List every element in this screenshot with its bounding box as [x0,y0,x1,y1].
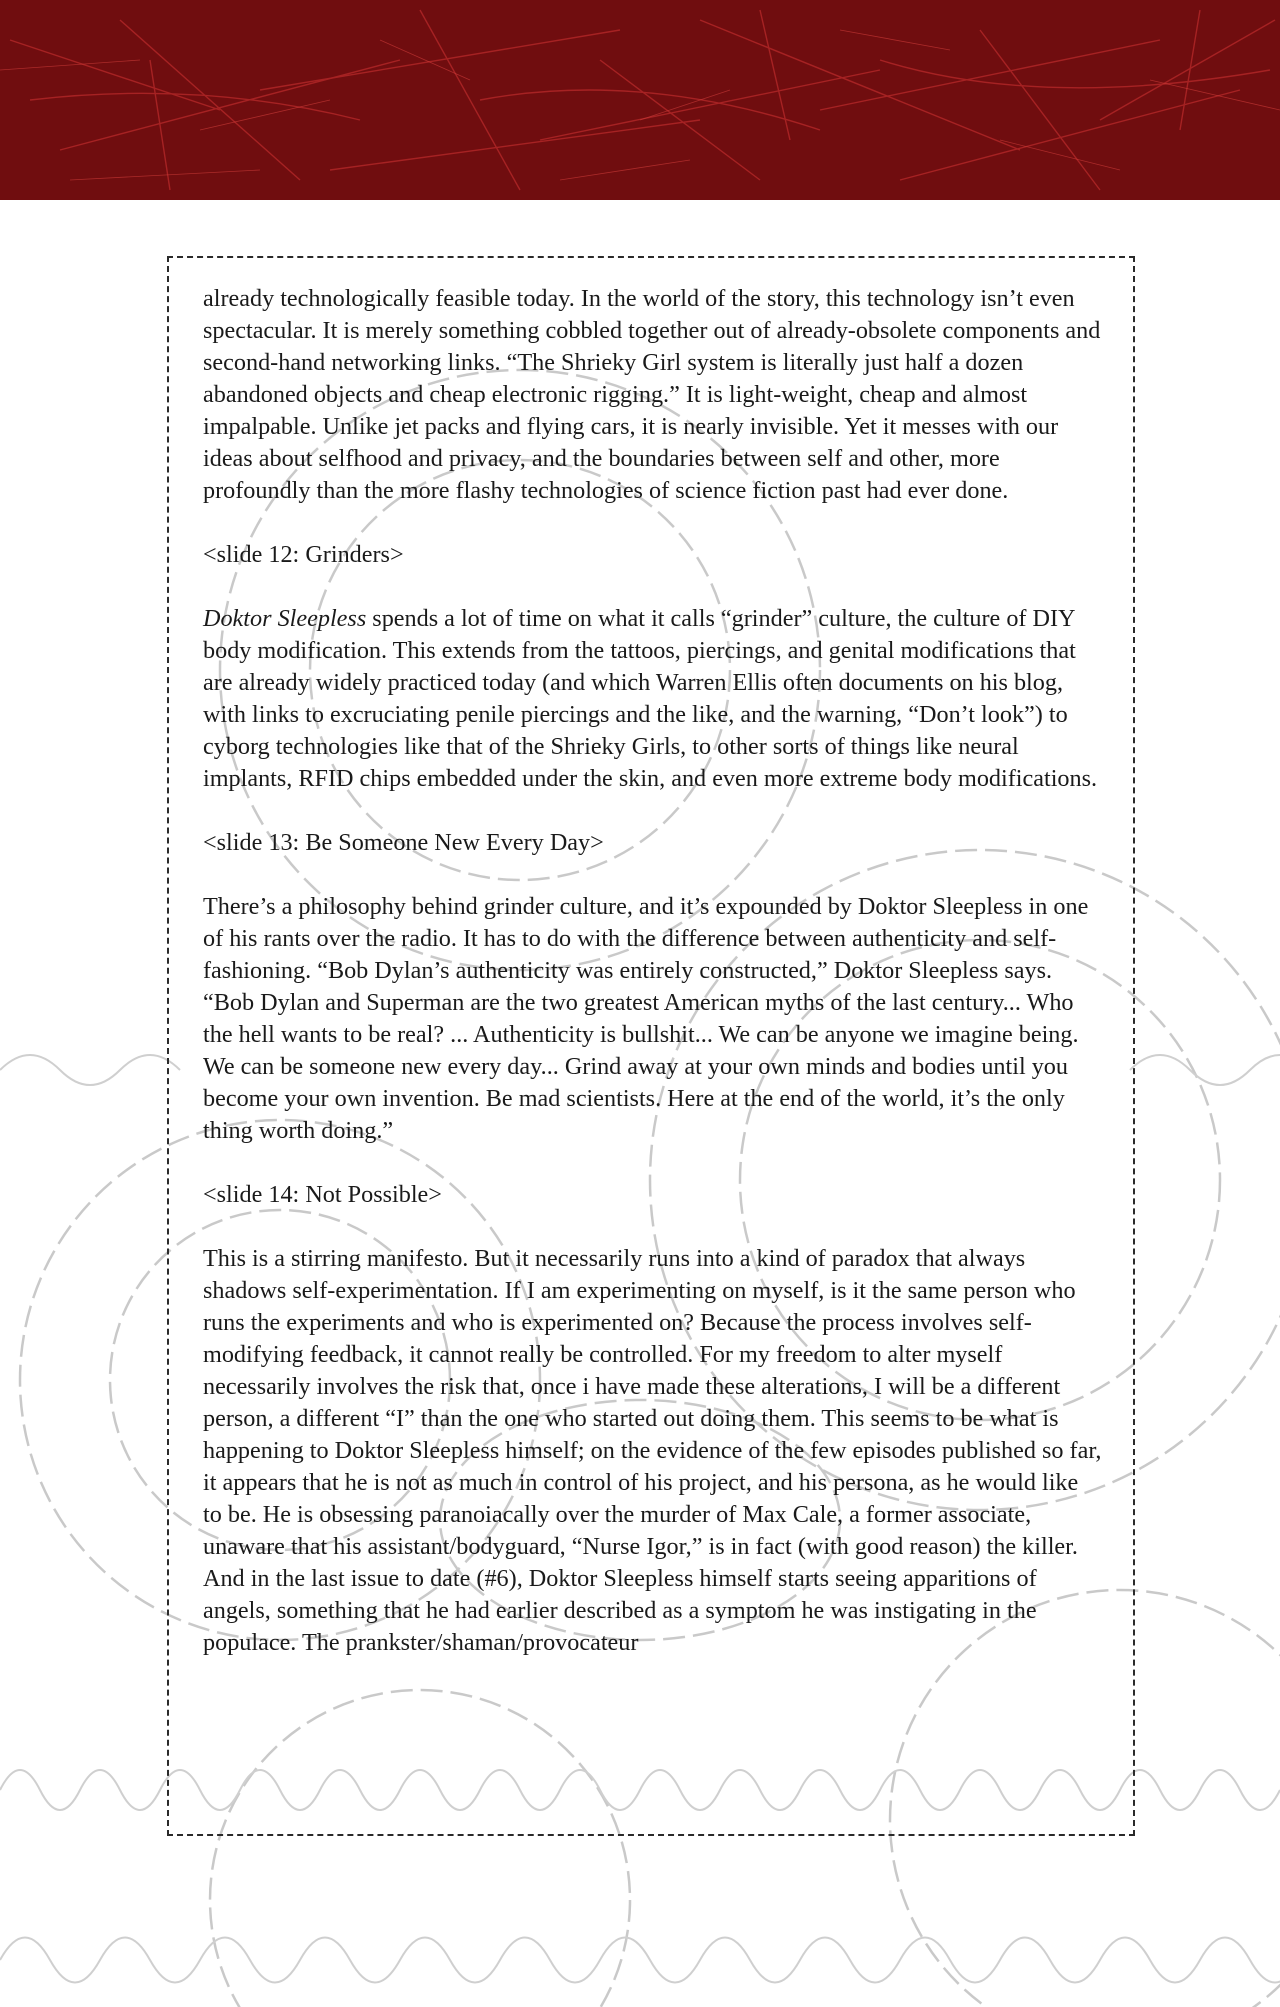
paragraph-philosophy: There’s a philosophy behind grinder culture, and it’s expounded by Doktor Sleepless in one of his rants over the radio. It has to do with the difference between authenticity and self-fashioning. “Bob Dylan’s authenticity was entirely constructed,” Doktor Sleepless says. “Bob Dylan and Superman are the two greatest American myths of the last century... Who the hell wants to be real? ... Authenticity is bullshit... We can be anyone we imagine being. We can be someone new every day... Grind away at your own minds and bodies until you become your own invention. Be mad scientists. Here at the end of the world, it’s the only thing worth doing.” [203,893,1089,1144]
paragraph-grinders [203,603,1103,795]
paragraph-paradox: This is a stirring manifesto. But it necessarily runs into a kind of paradox that always shadows self-experimentation. If I am experimenting on myself, is it the same person who runs the experiments and who is experimented on? Because the process involves self-modifying feedback, it cannot really be controlled. For my freedom to alter myself necessarily involves the risk that, once i have made these alterations, I will be a different person, a different “I” than the one who started out doing them. This seems to be what is happening to Doktor Sleepless himself; on the evidence of the few episodes published so far, it appears that he is not as much in control of his project, and his persona, as he would like to be. He is obsessing paranoiacally over the murder of Max Cale, a former associate, unaware that his assistant/bodyguard, “Nurse Igor,” is in fact (with good reason) the killer. And in the last issue to date (#6), Doktor Sleepless himself starts seeing apparitions of angels, something that he had earlier described as a symptom he was instigating in the populace. The prankster/shaman/provocateur [203,1245,1102,1656]
book-title: Doktor Sleepless [203,605,367,632]
paragraph-intro: already technologically feasible today. In the world of the story, this technology isn’t even spectacular. It is merely something cobbled together out of already-obsolete components and second-hand networking links. “The Shrieky Girl system is literally just half a dozen abandoned objects and cheap electronic rigging.” It is light-weight, cheap and almost impalpable. Unlike jet packs and flying cars, it is nearly invisible. Yet it messes with our ideas about selfhood and privacy, and the boundaries between self and other, more profoundly than the more flashy technologies of science fiction past had ever done. [203,285,1101,504]
slide-13-heading: <slide 13: Be Someone New Every Day> [203,829,604,856]
scratch-texture [0,0,1280,200]
slide-12-heading: <slide 12: Grinders> [203,541,404,568]
paragraph-grinders-text: spends a lot of time on what it calls “grinder” culture, the culture of DIY body modification. This extends from the tattoos, piercings, and genital modifications that are already widely practiced today (and which Warren Ellis often documents on his blog, with links to excruciating penile piercings and the like, and the warning, “Don’t look”) to cyborg technologies like that of the Shrieky Girls, to other sorts of things like neural implants, RFID chips embedded under the skin, and even more extreme body modifications. [203,605,1098,792]
slide-14-heading: <slide 14: Not Possible> [203,1181,442,1208]
article-body [203,283,1103,1659]
red-scratched-banner [0,0,1280,200]
